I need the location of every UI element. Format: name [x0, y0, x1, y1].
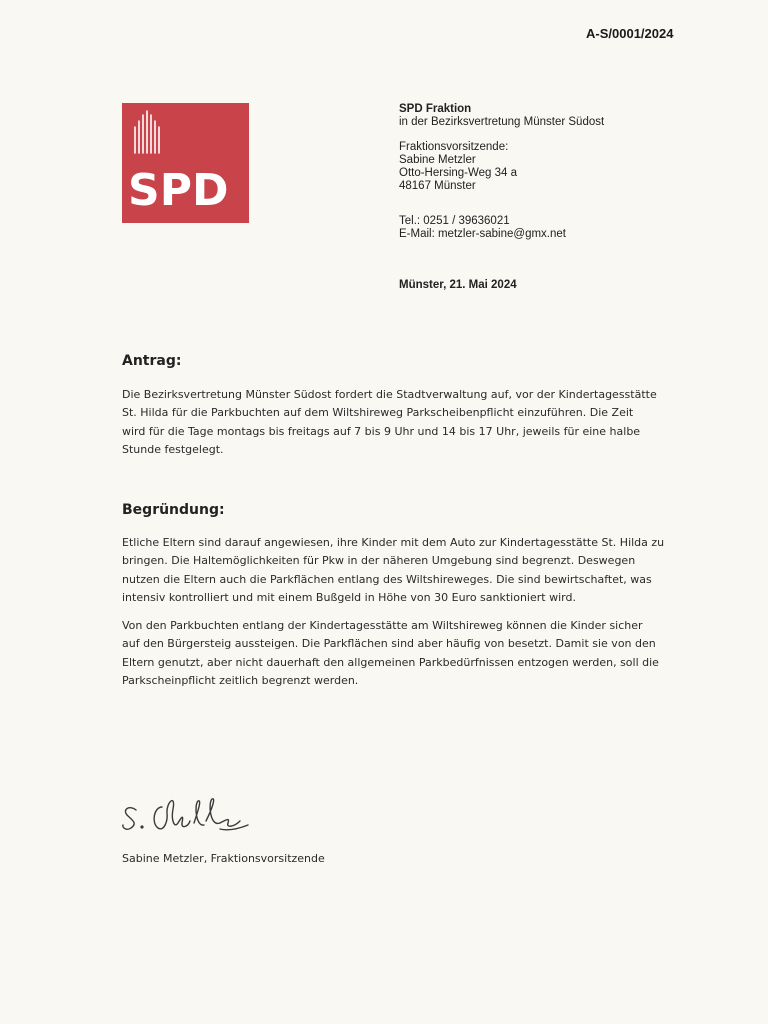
begruendung-line: Von den Parkbuchten entlang der Kindertagesstätte am Wiltshireweg können die Kinder sicher	[122, 619, 643, 632]
begruendung-line: Eltern genutzt, aber nicht dauerhaft den allgemeinen Parkbedürfnissen entzogen werden, soll die	[122, 655, 659, 669]
document-number: A-S/0001/2024	[586, 26, 674, 41]
logo-bars-icon	[132, 109, 162, 157]
antrag-heading: Antrag:	[122, 353, 182, 369]
letter-date: Münster, 21. Mai 2024	[399, 279, 517, 291]
signer-name: Sabine Metzler, Fraktionsvorsitzende	[122, 852, 325, 865]
begruendung-line: Parkscheinpflicht zeitlich begrenzt werden.	[122, 673, 359, 687]
antrag-line: St. Hilda für die Parkbuchten auf dem Wiltshireweg Parkscheibenpflicht einzuführen. Die Zeit	[122, 406, 634, 420]
begruendung-line: Etliche Eltern sind darauf angewiesen, ihre Kinder mit dem Auto zur Kindertagesstätte St. Hilda zu	[122, 536, 665, 549]
begruendung-line: auf den Bürgersteig aussteigen. Die Parkflächen sind aber häufig von besetzt. Damit sie von den	[122, 637, 656, 651]
begruendung-paragraph-1	[122, 534, 667, 607]
spd-logo	[122, 103, 249, 223]
begruendung-line: nutzen die Eltern auch die Parkflächen entlang des Wiltshireweges. Die sind bewirtschaftet, was	[122, 572, 652, 586]
logo-wordmark: SPD	[128, 165, 229, 216]
begruendung-heading: Begründung:	[122, 502, 225, 518]
sender-email: E-Mail: metzler-sabine@gmx.net	[399, 228, 566, 240]
sender-phone: Tel.: 0251 / 39636021	[399, 215, 510, 227]
sender-name: SPD Fraktion	[399, 103, 472, 115]
antrag-line: wird für die Tage montags bis freitags auf 7 bis 9 Uhr und 14 bis 17 Uhr, jeweils für eine halbe	[122, 424, 641, 438]
sender-street: Otto-Hersing-Weg 34 a	[399, 167, 518, 179]
begruendung-line: intensiv kontrolliert und mit einem Bußgeld in Höhe von 30 Euro sanktioniert wird.	[122, 590, 576, 604]
sender-city: 48167 Münster	[399, 180, 476, 192]
sender-body: in der Bezirksvertretung Münster Südost	[399, 116, 605, 128]
sender-person: Sabine Metzler	[399, 154, 476, 166]
begruendung-paragraph-2	[122, 617, 667, 690]
antrag-paragraph	[122, 386, 667, 459]
sender-role-label: Fraktionsvorsitzende:	[399, 141, 509, 153]
handwritten-signature	[118, 783, 268, 843]
sender-block	[399, 103, 604, 241]
antrag-line: Stunde festgelegt.	[122, 442, 224, 456]
begruendung-line: bringen. Die Haltemöglichkeiten für Pkw in der näheren Umgebung sind begrenzt. Deswegen	[122, 554, 636, 568]
antrag-line: Die Bezirksvertretung Münster Südost fordert die Stadtverwaltung auf, vor der Kindertagesstätte	[122, 388, 657, 401]
